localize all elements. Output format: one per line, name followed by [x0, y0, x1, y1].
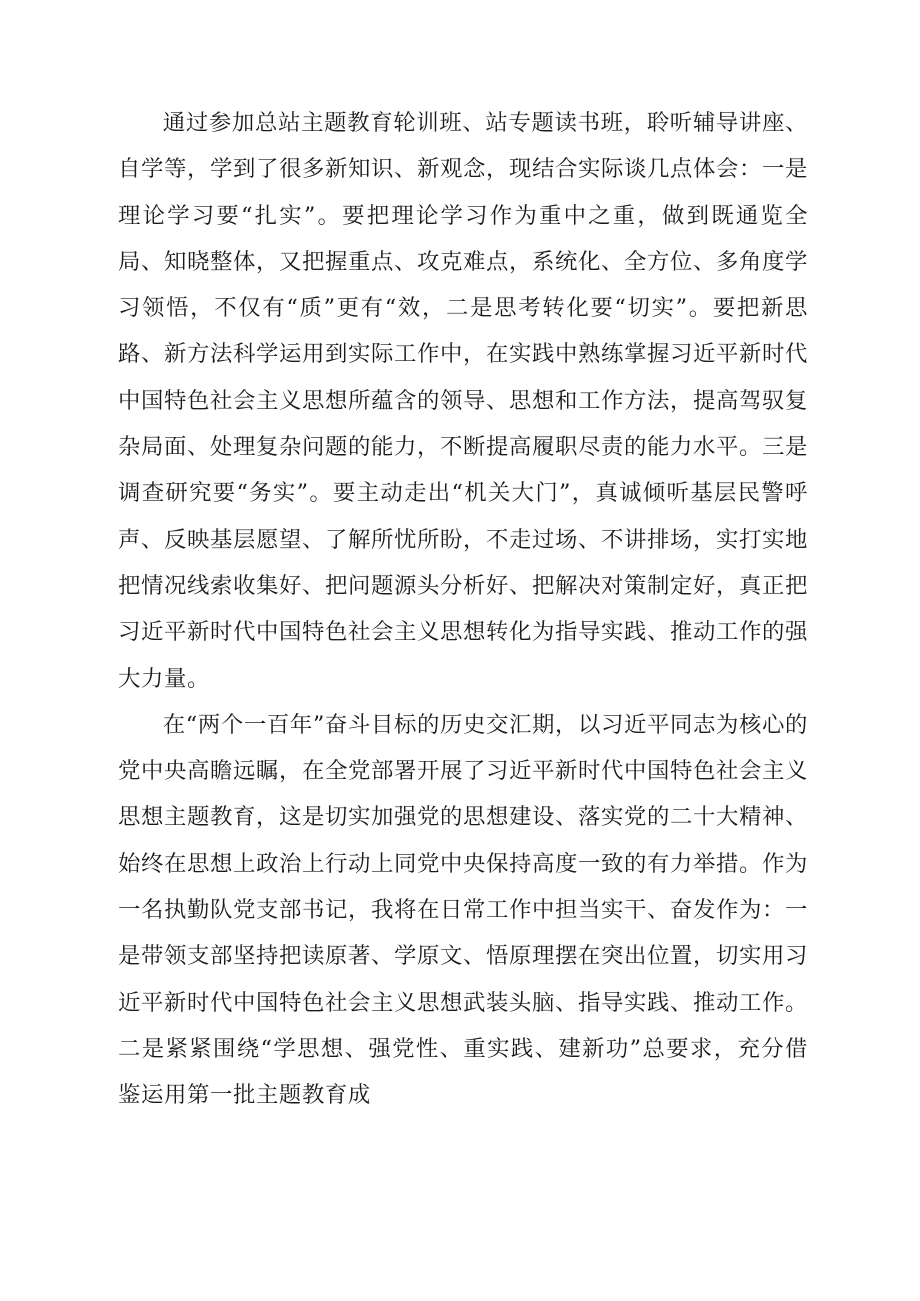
paragraph-1: 通过参加总站主题教育轮训班、站专题读书班，聆听辅导讲座、自学等，学到了很多新知识、新观念，现结合实际谈几点体会：一是理论学习要“扎实”。要把理论学习作为重中之重，做到既通览全局、知晓整体，又把握重点、攻克难点，系统化、全方位、多角度学习领悟，不仅有“质”更有“效，二是思考转化要“切实”。要把新思路、新方法科学运用到实际工作中，在实践中熟练掌握习近平新时代中国特色社会主义思想所蕴含的领导、思想和工作方法，提高驾驭复杂局面、处理复杂问题的能力，不断提高履职尽责的能力水平。三是调查研究要“务实”。要主动走出“机关大门”，真诚倾听基层民警呼声、反映基层愿望、了解所忧所盼，不走过场、不讲排场，实打实地把情况线索收集好、把问题源头分析好、把解决对策制定好，真正把习近平新时代中国特色社会主义思想转化为指导实践、推动工作的强大力量。	[118, 110, 808, 692]
document-body	[118, 100, 808, 1119]
paragraph-2: 在“两个一百年”奋斗目标的历史交汇期，以习近平同志为核心的党中央高瞻远瞩，在全党部署开展了习近平新时代中国特色社会主义思想主题教育，这是切实加强党的思想建设、落实党的二十大精神、始终在思想上政治上行动上同党中央保持高度一致的有力举措。作为一名执勤队党支部书记，我将在日常工作中担当实干、奋发作为：一是带领支部坚持把读原著、学原文、悟原理摆在突出位置，切实用习近平新时代中国特色社会主义思想武装头脑、指导实践、推动工作。二是紧紧围绕“学思想、强党性、重实践、建新功”总要求，充分借鉴运用第一批主题教育成	[118, 711, 808, 1109]
